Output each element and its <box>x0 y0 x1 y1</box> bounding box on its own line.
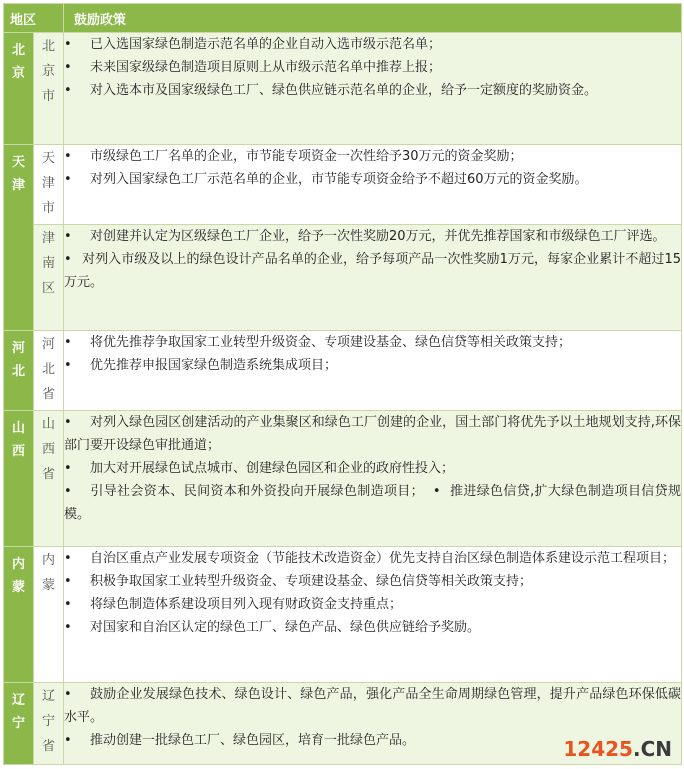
province-char: 蒙 <box>11 580 25 595</box>
table-row-tianjin <box>4 145 682 225</box>
bullet-icon: • <box>64 358 72 373</box>
policy-item <box>64 56 681 79</box>
city-char: 河 <box>42 337 56 352</box>
policy-text: 对国家和自治区认定的绿色工厂、绿色产品、绿色供应链给予奖励。 <box>90 620 481 635</box>
city-cell-hebei <box>34 331 64 411</box>
policy-text: 自治区重点产业发展专项资金（节能技术改造资金）优先支持自治区绿色制造体系建设示范工程项目； <box>90 551 676 566</box>
policy-text: 对创建并认定为区级绿色工厂企业，给予一次性奖励20万元，并优先推荐国家和市级绿色工厂评选。 <box>90 229 666 244</box>
province-char: 内 <box>11 557 25 572</box>
watermark-domain: .CN <box>632 737 672 761</box>
bullet-icon: • <box>64 252 72 267</box>
policy-item <box>64 593 681 616</box>
policy-cell-hebei <box>64 331 682 411</box>
policy-item <box>64 457 681 480</box>
bullet-icon: • <box>64 335 72 350</box>
bullet-icon: • <box>64 574 72 589</box>
policy-cell-neimeng <box>64 547 682 683</box>
city-cell-tianjin <box>34 145 64 225</box>
policy-cell-tianjin <box>64 145 682 225</box>
policy-text: 未来国家级绿色制造项目原则上从市级示范名单中推荐上报； <box>90 60 442 75</box>
policy-text: 加大对开展绿色试点城市、创建绿色园区和企业的政府性投入； <box>90 461 455 476</box>
watermark-number: 12425 <box>563 737 633 761</box>
policy-text: 对列入市级及以上的绿色设计产品名单的企业，给予每项产品一次性奖励1万元，每家企业累计不超过15万元。 <box>64 252 682 290</box>
bullet-icon: • <box>64 37 72 52</box>
province-char: 津 <box>11 178 25 193</box>
city-char: 津 <box>42 231 56 246</box>
policy-text: 推动创建一批绿色工厂、绿色园区，培育一批绿色产品。 <box>90 733 416 748</box>
city-char: 蒙 <box>42 578 56 593</box>
city-char: 省 <box>42 467 56 482</box>
city-char: 宁 <box>42 714 56 729</box>
city-char: 市 <box>42 89 56 104</box>
city-cell-liaoning <box>34 683 64 765</box>
policy-text: 对入选本市及国家级绿色工厂、绿色供应链示范名单的企业，给予一定额度的奖励资金。 <box>90 83 598 98</box>
city-char: 省 <box>42 387 56 402</box>
province-cell-beijing <box>4 33 34 145</box>
province-cell-shanxi <box>4 411 34 547</box>
policy-text: 将优先推荐争取国家工业转型升级资金、专项建设基金、绿色信贷等相关政策支持； <box>90 335 572 350</box>
city-char: 北 <box>42 362 56 377</box>
city-char: 天 <box>42 151 56 166</box>
province-char: 宁 <box>11 716 25 731</box>
policy-text: 引导社会资本、民间资本和外资投向开展绿色制造项目； <box>90 484 424 499</box>
table-row-hebei <box>4 331 682 411</box>
policy-table <box>3 3 682 765</box>
policy-item <box>64 616 681 639</box>
header-region: 地区 <box>4 4 64 33</box>
bullet-icon: • <box>64 83 72 98</box>
city-char: 市 <box>42 201 56 216</box>
bullet-icon: • <box>64 172 72 187</box>
policy-item <box>64 683 681 729</box>
province-char: 西 <box>11 444 25 459</box>
table-row-jinnan <box>4 225 682 331</box>
bullet-icon: • <box>64 597 72 612</box>
policy-item <box>64 547 681 570</box>
province-char: 辽 <box>11 693 25 708</box>
policy-text: 已入选国家绿色制造示范名单的企业自动入选市级示范名单； <box>90 37 442 52</box>
policy-item <box>64 411 681 457</box>
city-char: 京 <box>42 64 56 79</box>
bullet-icon: • <box>64 415 72 430</box>
policy-text: 市级绿色工厂名单的企业，市节能专项资金一次性给予30万元的资金奖励； <box>90 149 523 164</box>
policy-item <box>64 331 681 354</box>
city-char: 北 <box>42 39 56 54</box>
site-watermark <box>563 737 672 761</box>
bullet-icon: • <box>64 687 72 702</box>
policy-item <box>64 168 681 191</box>
city-char: 辽 <box>42 689 56 704</box>
city-cell-beijing <box>34 33 64 145</box>
city-char: 山 <box>42 417 56 432</box>
province-cell-tianjin <box>4 145 34 331</box>
city-char: 省 <box>42 739 56 754</box>
province-char: 北 <box>11 364 25 379</box>
city-char: 南 <box>42 256 56 271</box>
city-char: 内 <box>42 553 56 568</box>
policy-text: 将绿色制造体系建设项目列入现有财政资金支持重点； <box>90 597 403 612</box>
province-char: 河 <box>11 341 25 356</box>
policy-text: 积极争取国家工业转型升级资金、专项建设基金、绿色信贷等相关政策支持； <box>90 574 533 589</box>
bullet-icon: • <box>64 149 72 164</box>
policy-cell-shanxi <box>64 411 682 547</box>
policy-text: 推进绿色信贷,扩大绿色制造项目信贷规模。 <box>64 484 682 522</box>
table-row-shanxi <box>4 411 682 547</box>
province-cell-neimeng <box>4 547 34 683</box>
city-char: 津 <box>42 176 56 191</box>
bullet-icon: • <box>432 484 441 499</box>
table-row-neimeng <box>4 547 682 683</box>
city-char: 西 <box>42 442 56 457</box>
bullet-icon: • <box>64 733 72 748</box>
province-cell-hebei <box>4 331 34 411</box>
province-char: 山 <box>11 421 25 436</box>
bullet-icon: • <box>64 60 72 75</box>
province-char: 天 <box>11 155 25 170</box>
city-char: 区 <box>42 281 56 296</box>
province-cell-liaoning <box>4 683 34 765</box>
policy-item <box>64 33 681 56</box>
bullet-icon: • <box>64 461 72 476</box>
policy-cell-beijing <box>64 33 682 145</box>
policy-item <box>64 225 681 248</box>
header-policy: 鼓励政策 <box>64 4 682 33</box>
province-char: 京 <box>11 66 25 81</box>
policy-item <box>64 248 681 294</box>
policy-item <box>64 79 681 102</box>
policy-text: 优先推荐申报国家绿色制造系统集成项目； <box>90 358 338 373</box>
bullet-icon: • <box>64 484 72 499</box>
province-char: 北 <box>11 43 25 58</box>
policy-item <box>64 480 681 526</box>
policy-item <box>64 354 681 377</box>
policy-text: 鼓励企业发展绿色技术、绿色设计、绿色产品，强化产品全生命周期绿色管理，提升产品绿色环保低碳水平。 <box>64 687 682 725</box>
policy-text: 对列入国家绿色工厂示范名单的企业，市节能专项资金给予不超过60万元的资金奖励。 <box>90 172 588 187</box>
policy-cell-jinnan <box>64 225 682 331</box>
bullet-icon: • <box>64 551 72 566</box>
policy-item <box>64 570 681 593</box>
bullet-icon: • <box>64 620 72 635</box>
table-header-row <box>4 4 682 33</box>
policy-item <box>64 145 681 168</box>
table-row-beijing <box>4 33 682 145</box>
city-cell-shanxi <box>34 411 64 547</box>
policy-text: 对列入绿色园区创建活动的产业集聚区和绿色工厂创建的企业，国土部门将优先予以土地规划支持,环保部门要开设绿色审批通道； <box>64 415 682 453</box>
bullet-icon: • <box>64 229 72 244</box>
city-cell-neimeng <box>34 547 64 683</box>
city-cell-jinnan <box>34 225 64 331</box>
